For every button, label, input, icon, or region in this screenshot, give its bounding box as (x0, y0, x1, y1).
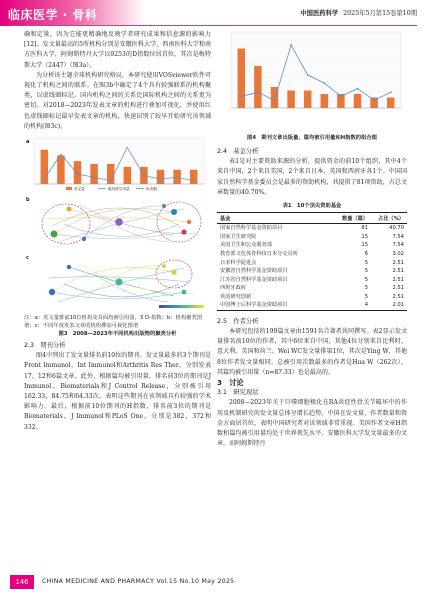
table-cell-fund: 美国卫生和公众服务部 (220, 242, 272, 249)
table-cell-percent: 7.54 (392, 233, 404, 240)
chart-bar (57, 155, 64, 184)
chart-bar (387, 98, 394, 109)
chart-bar (254, 66, 261, 108)
figure-3 (24, 136, 211, 313)
svg-text:篇均被引用量: 篇均被引用量 (108, 187, 130, 192)
section-title: 临床医学 · 骨科 (8, 8, 98, 22)
heading-3: 3 讨论 (217, 378, 244, 388)
table-cell-fund: 西班牙政府 (220, 285, 246, 292)
chart-bar (354, 94, 361, 108)
table-1-title: 表1 10个顶尖资助基金 (282, 203, 342, 210)
table-cell-count: 81 (361, 225, 368, 232)
table-row (217, 233, 407, 242)
chart-point (257, 92, 259, 94)
journal-logo: 中国医药科学 (300, 10, 339, 17)
paragraph-continuation: 确和定量，因为它能更精确地反映学者研究成果和信息源的影响力[12]。发文量最高的5所机构分别是安徽医科大学、西南医科大学和南方医科大学，阿姆斯特丹大学以9253的D指数位居首位，其次是梅特斯大学（2447）（图3a）。 (24, 31, 211, 69)
right-column (217, 30, 407, 449)
chart-bar (90, 164, 97, 184)
table-cell-percent: 2.51 (392, 293, 404, 300)
chart-bar (173, 170, 180, 184)
paragraph-funding-analysis: 表1是对主要资助来源的分析，提供资金的前10个组织，其中4个来自中国，2个来自美国，2个来自日本，英国和西班牙各1个。中国国家自然科学基金委员会是最多的资助机构，共提供了81项资助，占总文章数量的40.70%。 (217, 158, 407, 196)
page-footer (10, 575, 417, 589)
table-cell-percent: 7.54 (392, 242, 404, 249)
heading-2-5: 2.5 作者分析 (217, 317, 259, 325)
table-cell-count: 15 (361, 242, 368, 249)
table-cell-fund: 安徽省自然科学基金资助项目 (220, 268, 288, 275)
figure-3c-overlay (24, 252, 211, 310)
chart-point (323, 82, 325, 84)
table-cell-percent: 2.51 (392, 268, 404, 275)
table-cell-percent: 2.01 (371, 301, 407, 310)
chart-point (290, 44, 292, 46)
table-header-count: 数量（篇） (335, 213, 371, 224)
chart-point (307, 74, 309, 76)
figure-3-title: 图3 2008—2023年不同机构出版物的聚类分析 (58, 331, 177, 338)
heading-3-1: 3.1 研究现状 (217, 389, 259, 397)
chart-point (340, 95, 342, 97)
table-cell-fund: 国家卫生研究院 (220, 233, 257, 240)
table-cell-count: 4 (335, 301, 371, 310)
table-cell-count: 5 (364, 293, 368, 300)
chart-bar (304, 91, 311, 109)
table-header-fund: 基金 (217, 213, 335, 224)
paragraph-research-status: 2008—2023年关于巨噬细胞极化在RA炎症性骨关节破坏中的作用及机制研究的发文量总体呈增长趋势。中国在发文量、作者数量和资金方面居首位，表明中国研究者对该领域非常重视。美国作者文章H指数和篇均被引用量均处于世界领先水平。安徽医科大学发文量最多的文章，而阿姆斯特丹 (217, 399, 407, 448)
svg-text:发文量: 发文量 (74, 187, 85, 192)
table-cell-fund: 日本科学促进会 (220, 259, 257, 266)
chart-bar (74, 161, 81, 184)
table-header-percent: 占比（%） (371, 213, 407, 224)
table-row (217, 258, 407, 267)
chart-bar (287, 91, 294, 109)
left-column (24, 30, 211, 433)
funding-table (217, 212, 407, 311)
svg-text:D-指数: D-指数 (146, 187, 158, 192)
chart-bar (190, 170, 197, 184)
figure-3-note: 注：a：发文量排前10位机构及其面均被引用量，3 D-指数；b：机构聚类图谱；c：不同年度发表文章的机构叠加可视化图谱 (24, 315, 203, 330)
table-row (217, 224, 407, 233)
chart-bar (238, 49, 245, 109)
chart-point (373, 99, 375, 101)
table-row (217, 293, 407, 302)
table-row (217, 275, 407, 284)
footer-journal-info: CHINA MEDICINE AND PHARMACY Vol.15 No.10 May 2025 (42, 578, 235, 585)
chart-point (357, 88, 359, 90)
table-cell-count: 6 (364, 250, 368, 257)
header-rule (10, 25, 417, 26)
table-cell-percent: 40.70 (389, 225, 404, 232)
figure-3b-network (24, 194, 211, 250)
heading-2-4: 2.4 基金分析 (217, 148, 259, 155)
table-cell-count: 5 (364, 285, 368, 292)
table-row (217, 267, 407, 276)
table-cell-percent: 3.02 (392, 250, 404, 257)
table-cell-fund: 江苏省自然科学基金资助项目 (220, 276, 288, 283)
paragraph-author-analysis: 本研究包括的199篇文章由1591名合著者共同撰写。表2显示发文量排名前10位的作者，其中6位来自中国，其他4位分别来自比利时、意大利、美国和荷兰。Wei WC发文量排第1位，其次是Ying W，其他8位作者发文量相同。总被引用次数最多的作者是Hua W（262次），其篇均被引用量（n=87.33）也是最高的。 (217, 328, 407, 376)
chart-point (390, 92, 392, 94)
chart-point (240, 95, 242, 97)
chart-point (274, 99, 276, 101)
table-header-row (217, 213, 407, 224)
chart-bar (157, 170, 164, 184)
table-row (217, 250, 407, 259)
table-cell-percent: 2.51 (392, 276, 404, 283)
figure-3a-legend (66, 186, 158, 191)
chart-bar (321, 94, 328, 108)
chart-bar (124, 167, 131, 184)
table-cell-fund: 中国博士后科学基金资助项目 (217, 301, 335, 310)
journal-header-info (300, 8, 417, 17)
table-cell-count: 5 (364, 259, 368, 266)
paragraph-institution-network: 为分析该主题全球机构研究格局，本研究使用VOSviewer软件可视化了机构之间的联系。在图3b中确定了4个具有较强联系的机构聚类，以虚线圈标记。国内机构之间的关系比国际机构之间的关系更为密切。对2018—2023年发表文章的机构进行叠加可视化，并使用红色虚线圈标记最早发表文章的机构，快速识别了较早开始研究该领域的机构(图3c)。 (24, 71, 211, 130)
svg-text:a: a (26, 139, 30, 146)
table-cell-percent: 2.51 (392, 285, 404, 292)
table-cell-fund: 教育部文化体育科技日本分交员所 (220, 250, 298, 257)
table-cell-count: 15 (361, 233, 368, 240)
figure-3a-chart (24, 136, 211, 192)
table-row (217, 241, 407, 250)
table-cell-percent: 2.51 (392, 259, 404, 266)
svg-text:b: b (26, 197, 30, 204)
table-row (217, 301, 407, 310)
heading-2-3: 2.3 期刊分析 (24, 342, 66, 350)
table-row (217, 284, 407, 293)
figure-4-chart (217, 30, 407, 130)
table-cell-count: 5 (364, 276, 368, 283)
table-cell-fund: 国家自然科学基金资助项目 (220, 225, 283, 232)
table-cell-fund: 英国研究创新 (220, 293, 252, 300)
figure-4-title: 图4 期刊文章出版量、篇均被引用量和H指数的组合图 (247, 135, 377, 141)
table-cell-count: 5 (364, 268, 368, 275)
paragraph-journal-analysis: 图4中列出了发文量排名前10位的期刊。发文量最多的3个期刊是Front Immunol、Int Immunol和Arthritis Res Ther，分别发表17、12和6篇文章。此外，根据篇均被引用量，排名前3位的期刊是J Immunol、Biomaterials和J Control Release，分别被引用162.33、84.75和64.33次。表明这些期刊在该领域具有较强的学术影响力。最后，根据前10位期刊的H指数，排名前3位的期刊是Biomaterials、J Immunol和PLoS One，分别是382、372和332。 (24, 352, 211, 431)
svg-text:c: c (26, 255, 29, 262)
issue-info: 2025年5月第15卷第10期 (343, 10, 417, 17)
page-number: 146 (10, 575, 34, 589)
